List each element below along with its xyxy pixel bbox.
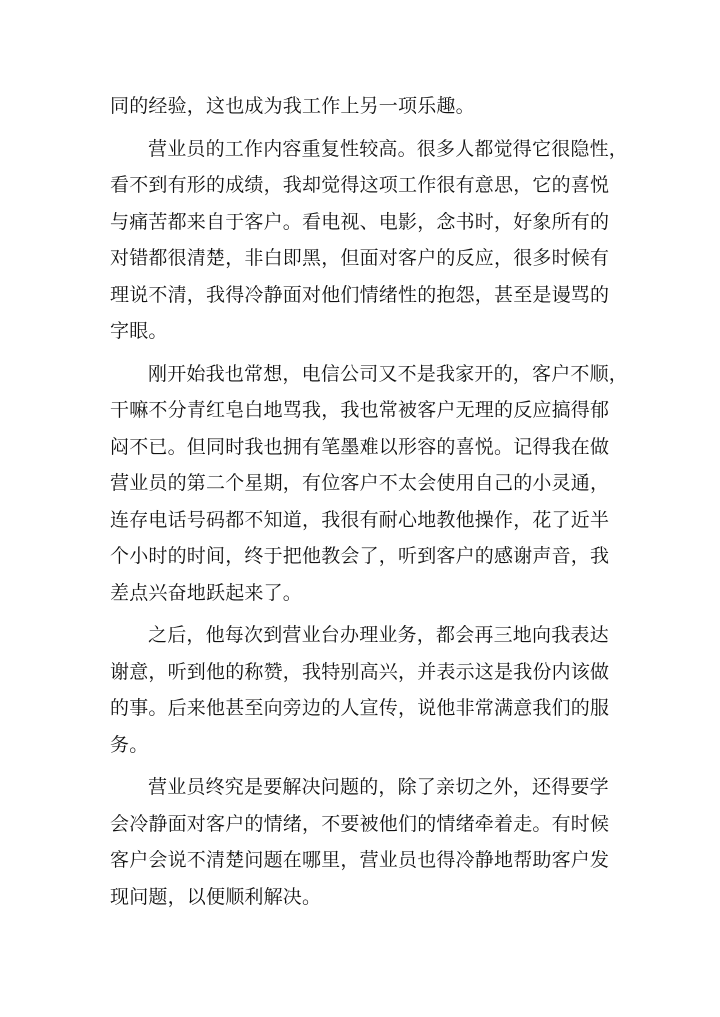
paragraph-1 — [110, 88, 616, 125]
text-line: 现问题，以便顺利解决。 — [110, 885, 322, 908]
text-line: 务。 — [110, 733, 149, 756]
text-line: 字眼。 — [110, 320, 168, 342]
text-line: 差点兴奋地跃起来了。 — [110, 581, 303, 604]
text-line: 闷不已。但同时我也拥有笔墨难以形容的喜悦。记得我在做 — [110, 435, 610, 458]
text-line: 刚开始我也常想，电信公司又不是我家开的，客户不顺， — [148, 362, 629, 385]
text-line: 会冷静面对客户的情绪，不要被他们的情绪牵着走。有时候 — [110, 812, 610, 835]
paragraph-2 — [110, 131, 629, 350]
text-line: 营业员的第二个星期，有位客户不太会使用自己的小灵通， — [110, 472, 610, 494]
text-line: 连存电话号码都不知道，我很有耐心地教他操作，花了近半 — [110, 508, 610, 531]
text-line: 谢意，听到他的称赞，我特别高兴，并表示这是我份内该做 — [110, 660, 610, 683]
paragraph-4 — [110, 617, 616, 763]
paragraph-3 — [110, 356, 629, 612]
text-line: 对错都很清楚，非白即黑，但面对客户的反应，很多时候有 — [110, 247, 610, 269]
text-line: 营业员终究是要解决问题的，除了亲切之外，还得要学 — [148, 776, 609, 798]
text-line: 与痛苦都来自于客户。看电视、电影，念书时，好象所有的 — [110, 210, 610, 233]
text-line: 个小时的时间，终于把他教会了，听到客户的感谢声音，我 — [110, 545, 610, 567]
text-line: 看不到有形的成绩，我却觉得这项工作很有意思，它的喜悦 — [110, 174, 610, 196]
text-line: 同的经验，这也成为我工作上另一项乐趣。 — [110, 95, 475, 117]
text-line: 干嘛不分青红皂白地骂我，我也常被客户无理的反应搞得郁 — [110, 399, 610, 421]
document-body — [110, 88, 629, 921]
text-line: 营业员的工作内容重复性较高。很多人都觉得它很隐性， — [148, 137, 629, 160]
text-line: 的事。后来他甚至向旁边的人宣传，说他非常满意我们的服 — [110, 697, 610, 719]
paragraph-5 — [110, 769, 616, 915]
text-line: 客户会说不清楚问题在哪里，营业员也得冷静地帮助客户发 — [110, 849, 610, 871]
text-line: 理说不清，我得冷静面对他们情绪性的抱怨，甚至是谩骂的 — [110, 283, 610, 306]
text-line: 之后，他每次到营业台办理业务，都会再三地向我表达 — [148, 624, 609, 646]
